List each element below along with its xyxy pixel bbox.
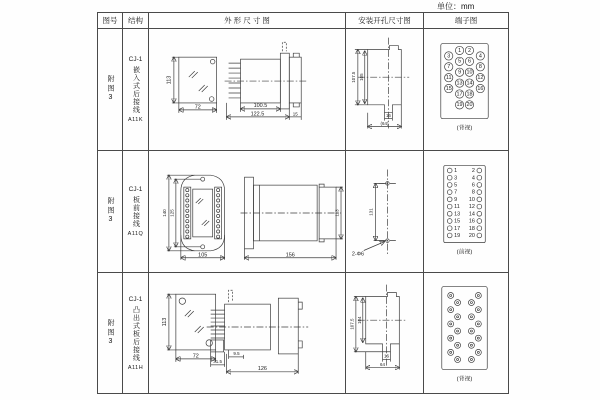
svg-text:12: 12 [468,203,475,210]
svg-text:17: 17 [456,90,463,97]
dim-height: 113 [161,317,168,327]
type-code: A11Q [127,231,144,237]
dim-depth: 156 [285,251,295,258]
svg-text:1: 1 [458,47,462,54]
dim-width: 72 [194,103,201,110]
svg-text:17: 17 [454,225,461,232]
dim-notch: 16 [384,353,389,359]
hook-mark [229,290,233,302]
outline-drawing-a11h [149,273,346,394]
dim-flange: 15 [292,110,298,116]
figure-no-label: 附图3 [107,75,114,104]
mounting-svg-a11k [346,29,423,151]
view-caption: (背视) [456,125,473,132]
svg-text:20: 20 [468,232,475,239]
hole-spec-label: 2-Φ6 [351,250,365,257]
svg-text:8: 8 [478,63,482,70]
terminal-drawing-a11h [424,273,509,394]
terminal-svg-a11q [424,151,508,273]
dim-width: 72 [192,353,199,360]
structure-a11k [123,29,149,151]
svg-text:3: 3 [454,174,458,181]
outline-svg-a11k [149,29,345,151]
svg-text:15: 15 [445,85,452,92]
dim-outer-height: 107.5 [350,71,356,83]
structure-label: 板前接线 [132,196,140,228]
dim-height: 113 [166,75,173,84]
glass-mark [185,310,194,317]
model-label: CJ-1 [128,186,143,193]
dim-width: 64 [380,362,385,368]
header-structure: 结构 [123,13,149,29]
dim-depth: 126 [257,365,267,372]
terminal-circles [445,46,485,109]
terminal-pins [211,310,225,338]
terminal-svg-a11k [424,29,508,151]
terminal-drawing-a11k [424,29,509,151]
structure-a11h [123,273,149,394]
figure-no-a11q [98,151,123,273]
svg-text:7: 7 [454,189,458,196]
glass-mark [196,198,203,204]
structure-a11q [123,151,149,273]
figure-no-a11h [98,273,123,394]
svg-text:16: 16 [477,85,484,92]
header-outline-dims: 外 形 尺 寸 图 [149,13,346,29]
header-terminal-diagram: 端子图 [424,13,509,29]
svg-text:19: 19 [456,101,463,108]
terminal-svg-a11h [424,273,508,394]
dim-width: (64) [380,120,389,126]
glass-mark [189,71,198,78]
svg-text:5: 5 [458,58,462,65]
dim-inner-height: 104 [356,316,362,324]
dim-inner-height: 105 [358,72,364,81]
cutout-outline [368,45,402,112]
svg-text:1: 1 [454,167,458,174]
svg-text:18: 18 [468,225,475,232]
glass-mark [199,85,208,92]
svg-text:2: 2 [471,167,475,174]
mounting-drawing-a11q [346,151,424,273]
figure-no-label: 附图3 [107,318,114,348]
dim-side-height: 113 [334,208,340,217]
dim-depth2: 122.5 [250,110,265,117]
svg-text:5: 5 [454,182,458,189]
dim-pin-depth: 31.5 [213,358,223,364]
svg-text:14: 14 [466,79,473,86]
svg-text:14: 14 [468,210,475,217]
svg-text:12: 12 [477,74,484,81]
glass-mark [195,326,204,333]
header-mounting-dims: 安装开孔尺寸图 [346,13,424,29]
unit-label: 单位：mm [437,2,475,11]
svg-text:3: 3 [447,52,451,59]
svg-text:19: 19 [454,232,461,239]
dim-step: 9.5 [233,350,240,356]
svg-text:11: 11 [454,203,460,210]
type-code: A11K [127,117,144,123]
model-label: CJ-1 [128,295,143,303]
terminal-pins [229,63,241,98]
svg-text:9: 9 [454,196,458,203]
header-figure-no: 图号 [98,13,123,29]
outline-drawing-a11q [149,151,346,273]
svg-text:15: 15 [454,218,461,225]
svg-text:18: 18 [466,90,473,97]
dimension-table [97,12,509,394]
svg-text:10: 10 [468,196,475,203]
type-code: A11H [127,364,144,371]
svg-text:13: 13 [456,79,463,86]
model-label: CJ-1 [128,56,143,63]
svg-text:9: 9 [458,69,462,76]
structure-label: 嵌入式后接线 [132,66,140,114]
dim-hole-pitch: 131 [368,207,374,216]
leader-line [364,241,385,250]
svg-text:8: 8 [471,189,475,196]
view-caption: (背视) [456,376,473,383]
dim-depth1: 100.5 [253,102,268,109]
dim-inner-height: 125 [169,208,175,217]
dim-outer-height: 140 [161,208,167,217]
mounting-drawing-a11h [346,273,424,394]
hook-mark [282,42,286,51]
figure-no-label: 附图3 [107,197,114,226]
mounting-drawing-a11k [346,29,424,151]
svg-text:4: 4 [471,174,475,181]
terminal-drawing-a11q [424,151,509,273]
mounting-svg-a11q [346,151,423,273]
terminal-circles [448,292,482,362]
cutout-outline [366,293,400,352]
outline-svg-a11q [149,151,345,273]
svg-text:10: 10 [466,69,473,76]
svg-text:20: 20 [466,101,473,108]
svg-text:11: 11 [445,74,452,81]
terminal-circles [447,168,481,239]
outline-drawing-a11k [149,29,346,151]
outline-svg-a11h [149,273,345,394]
mounting-svg-a11h [346,273,423,394]
glass-mark [202,219,209,225]
svg-text:13: 13 [454,210,461,217]
dim-notch: 16 [385,112,391,118]
svg-text:2: 2 [467,47,471,54]
svg-text:6: 6 [467,58,471,65]
svg-text:6: 6 [471,182,475,189]
dim-outer-height: 107.5 [349,318,355,330]
figure-no-a11k [98,29,123,151]
structure-label: 凸出式板后接线 [132,305,140,362]
svg-text:4: 4 [478,52,482,59]
dim-width: 105 [198,251,208,258]
svg-text:16: 16 [468,218,475,225]
view-caption: (前视) [456,249,473,256]
svg-text:7: 7 [447,63,451,70]
